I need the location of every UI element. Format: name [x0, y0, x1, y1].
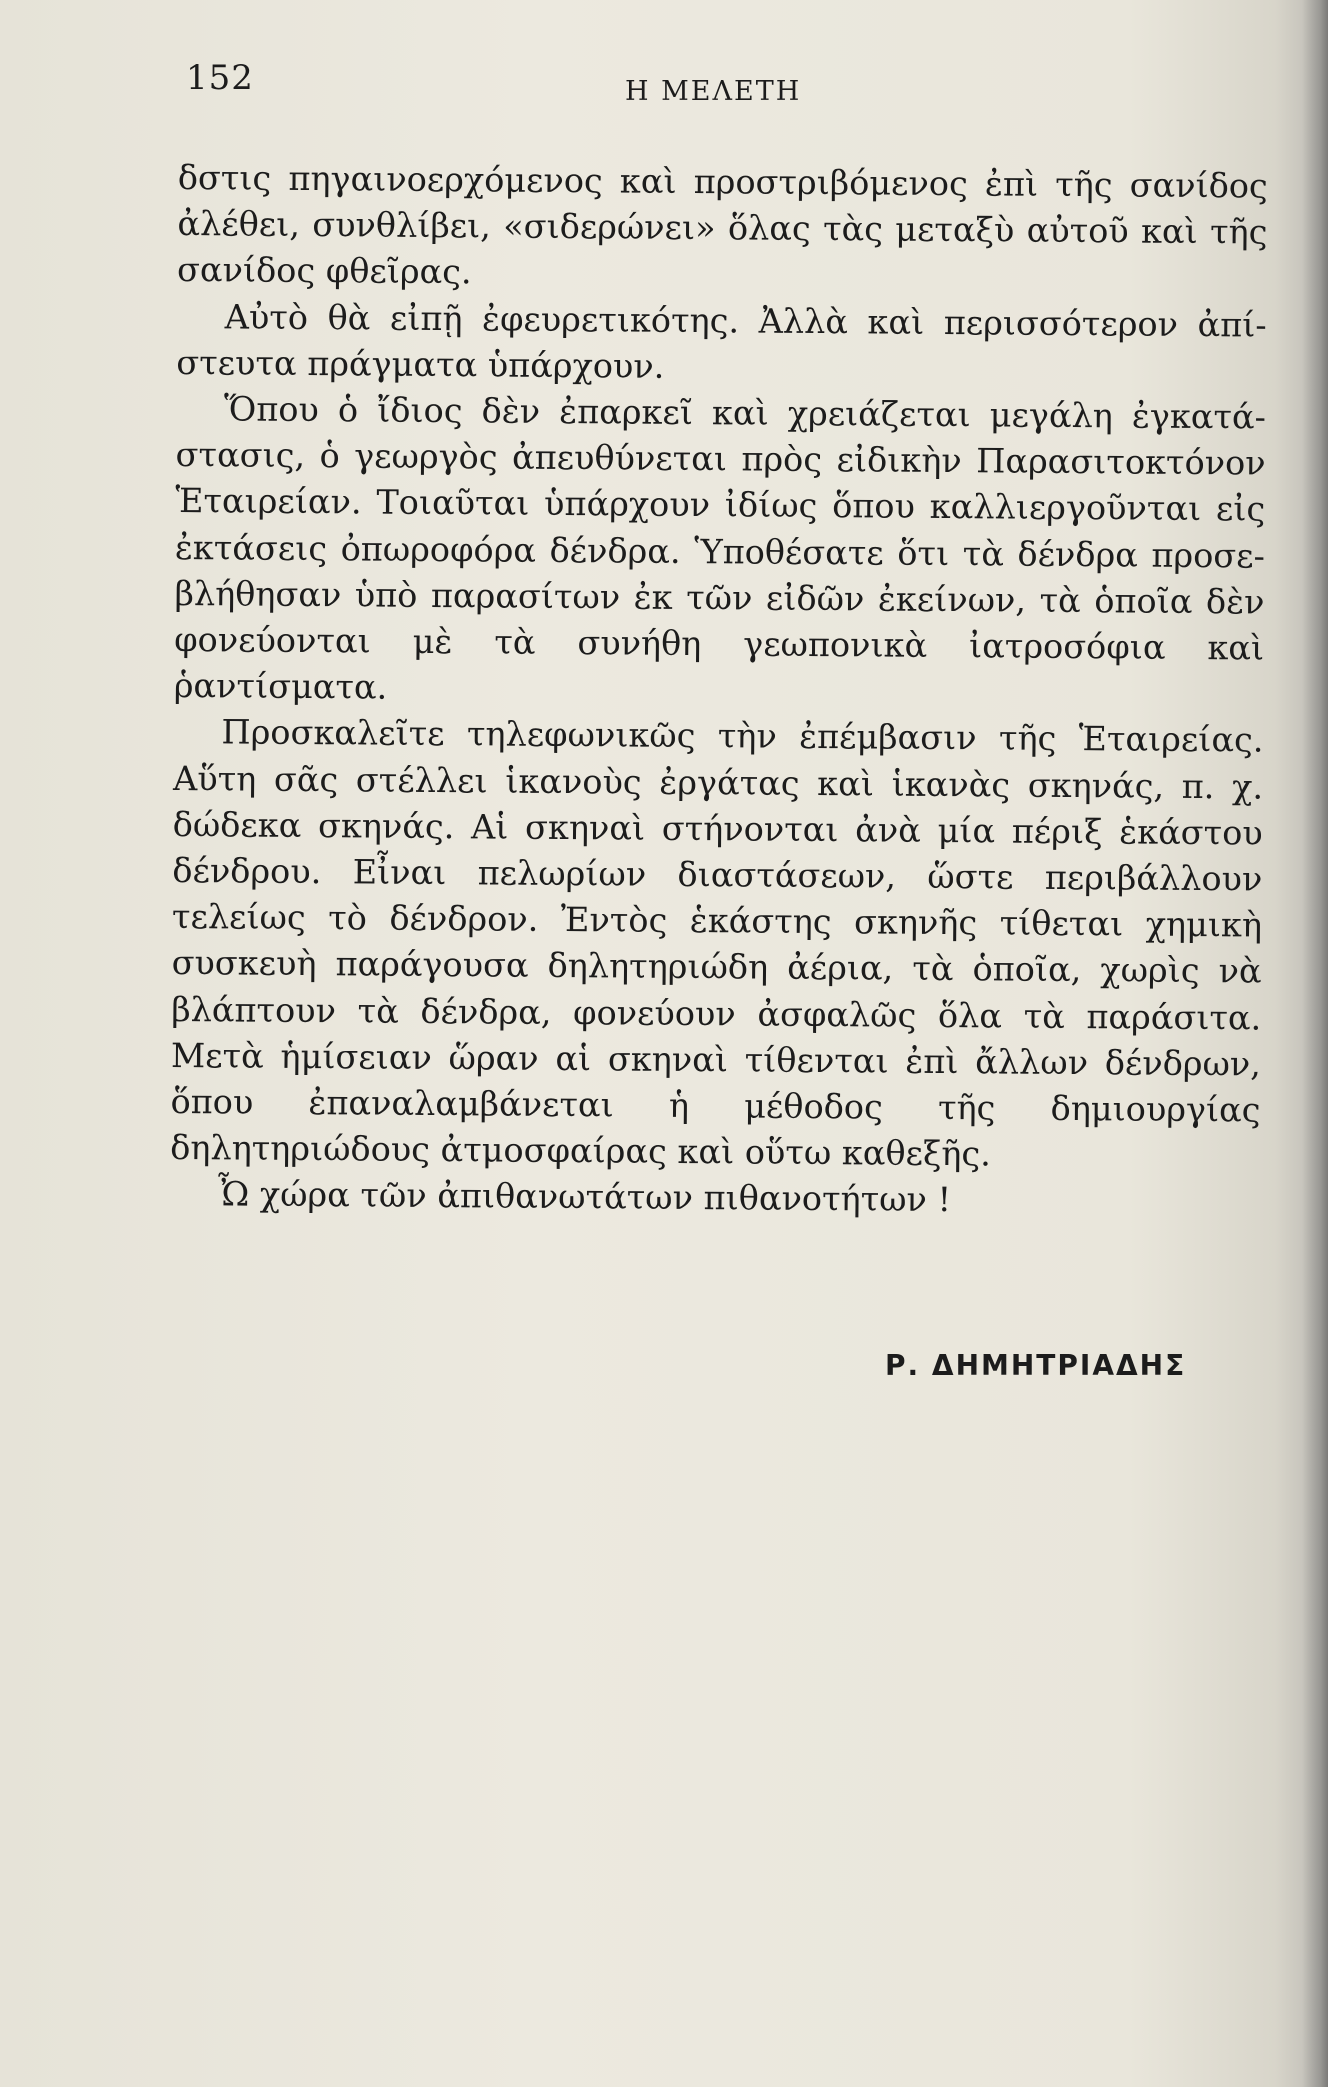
- page-header: [0, 58, 1328, 118]
- paragraph-2: Αὐτὸ θὰ εἰπῇ ἐφευρετικότης. Ἀλλὰ καὶ περισσότερον ἀπίστευτα πράγματα ὑπάρχουν.: [176, 296, 1267, 386]
- paragraph-5: Ὦ χώρα τῶν ἀπιθανωτάτων πιθανοτήτων !: [217, 1174, 952, 1220]
- page-number: 152: [186, 58, 254, 98]
- paragraph-1: δστις πηγαινοερχόμενος καὶ προστριβόμενος ἐπὶ τῆς σανίδος ἀλέθει, συνθλίβει, «σιδερώνει» ὅλας τὰς μεταξὺ αὐτοῦ καὶ τῆς σανίδος φθεῖρας.: [176, 157, 1268, 292]
- page-gutter-shadow: [1302, 0, 1328, 2087]
- paragraph-4: Προσκαλεῖτε τηλεφωνικῶς τὴν ἐπέμβασιν τῆς Ἑταιρείας. Αὕτη σᾶς στέλλει ἱκανοὺς ἐργάτας καὶ ἱκανὰς σκηνάς, π. χ. δώδεκα σκηνάς. Αἱ σκηναὶ στήνονται ἀνὰ μία πέριξ ἑκάστου δένδρου. Εἶναι πελωρίων διαστάσεων, ὥστε περιβάλλουν τελείως τὸ δένδρον. Ἐντὸς ἑκάστης σκηνῆς τίθεται χημικὴ συσκευὴ παράγουσα δηλητηριώδη ἀέρια, τὰ ὁποῖα, χωρὶς νὰ βλάπτουν τὰ δένδρα, φονεύουν ἀσφαλῶς ὅλα τὰ παράσιτα. Μετὰ ἡμίσειαν ὥραν αἱ σκηναὶ τίθενται ἐπὶ ἄλλων δένδρων, ὅπου ἐπαναλαμβάνεται ἡ μέθοδος τῆς δημιουργίας δηλητηριώδους ἀτμοσφαίρας καὶ οὕτω καθεξῆς.: [170, 712, 1264, 1174]
- running-head: Η ΜΕΛΕΤΗ: [625, 76, 802, 107]
- paragraph-3: Ὅπου ὁ ἴδιος δὲν ἐπαρκεῖ καὶ χρειάζεται μεγάλη ἐγκατάστασις, ὁ γεωργὸς ἀπευθύνεται πρὸς εἰδικὴν Παρασιτοκτόνον Ἑταιρείαν. Τοιαῦται ὑπάρχουν ἰδίως ὅπου καλλιεργοῦνται εἰς ἐκτάσεις ὀπωροφόρα δένδρα. Ὑποθέσατε ὅτι τὰ δένδρα προσεβλήθησαν ὑπὸ παρασίτων ἐκ τῶν εἰδῶν ἐκείνων, τὰ ὁποῖα δὲν φονεύονται μὲ τὰ συνήθη γεωπονικὰ ἰατροσόφια καὶ ῥαντίσματα.: [173, 389, 1267, 707]
- author-signature: Ρ. ΔΗΜΗΤΡΙΑΔΗΣ: [885, 1349, 1187, 1382]
- article-body: [170, 155, 1268, 1226]
